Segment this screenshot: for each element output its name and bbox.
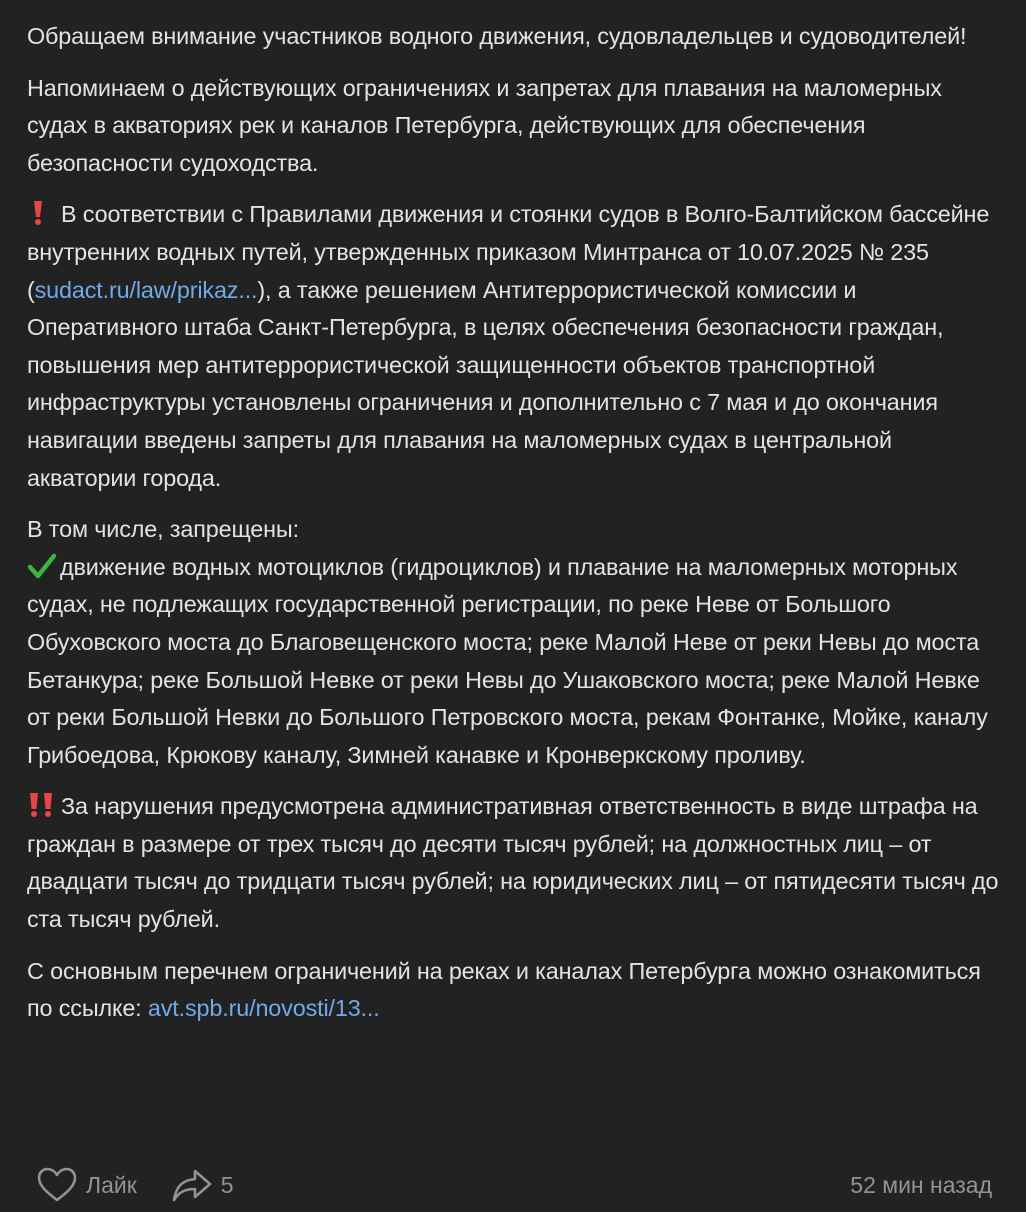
post-text [27, 18, 1000, 1028]
checkmark-icon [27, 553, 57, 579]
avt-spb-link[interactable]: avt.spb.ru/novosti/13... [147, 995, 380, 1022]
share-button[interactable] [171, 1167, 234, 1203]
post-paragraph [27, 196, 1000, 497]
double-exclamation-icon [27, 792, 57, 818]
list-heading: В том числе, запрещены: [27, 516, 299, 543]
paragraph-text: С основным перечнем ограничений на реках и каналах Петербурга можно ознакомиться по ссылке: [27, 957, 981, 1022]
exclamation-icon [27, 200, 49, 226]
like-button[interactable] [36, 1165, 137, 1205]
post-paragraph [27, 953, 1000, 1028]
post-paragraph [27, 18, 1000, 56]
post-paragraph [27, 70, 1000, 183]
sudact-link[interactable]: sudact.ru/law/prikaz... [34, 276, 258, 303]
post-paragraph [27, 511, 1000, 774]
post-footer [36, 1160, 992, 1210]
post-paragraph [27, 788, 1000, 938]
post-timestamp: 52 мин назад [850, 1171, 992, 1198]
paragraph-text: Напоминаем о действующих ограничениях и запретах для плавания на маломерных судах в акваториях рек и каналов Петербурга, действующих для обеспечения безопасности судоходства. [27, 74, 942, 176]
paragraph-text: За нарушения предусмотрена административная ответственность в виде штрафа на граждан в размере от трех тысяч до десяти тысяч рублей; на должностных лиц – от двадцати тысяч до тридцати тысяч рублей; на юридических лиц – от пятидесяти тысяч до ста тысяч рублей. [27, 793, 999, 933]
share-icon [171, 1167, 213, 1203]
paragraph-text: В соответствии с Правилами движения и стоянки судов в Волго-Балтийском бассейне внутренних водных путей, утвержденных приказом Минтранса от 10.07.2025 № 235 ( [27, 201, 990, 303]
paragraph-text: ), а также решением Антитеррористической комиссии и Оперативного штаба Санкт-Петербурга, в целях обеспечения безопасности граждан, повышения мер антитеррористической защищенности объектов транспортной инфраструктуры установлены ограничения и дополнительно с 7 мая и до окончания навигации введены запреты для плавания на маломерных судах в центральной акватории города. [27, 276, 944, 491]
share-count: 5 [220, 1171, 234, 1198]
like-label: Лайк [86, 1171, 137, 1198]
heart-icon [36, 1165, 78, 1205]
paragraph-text: Обращаем внимание участников водного движения, судовладельцев и судоводителей! [27, 23, 967, 49]
paragraph-text: движение водных мотоциклов (гидроциклов) и плавание на маломерных моторных судах, не подлежащих государственной регистрации, по реке Неве от Большого Обуховского моста до Благовещенского моста; реке Малой Неве от реки Невы до моста Бетанкура; реке Большой Невке от реки Невы до Ушаковского моста; реке Малой Невке от реки Большой Невки до Большого Петровского моста, рекам Фонтанке, Мойке, каналу Грибоедова, Крюкову каналу, Зимней канавке и Кронверкскому проливу. [27, 553, 988, 768]
